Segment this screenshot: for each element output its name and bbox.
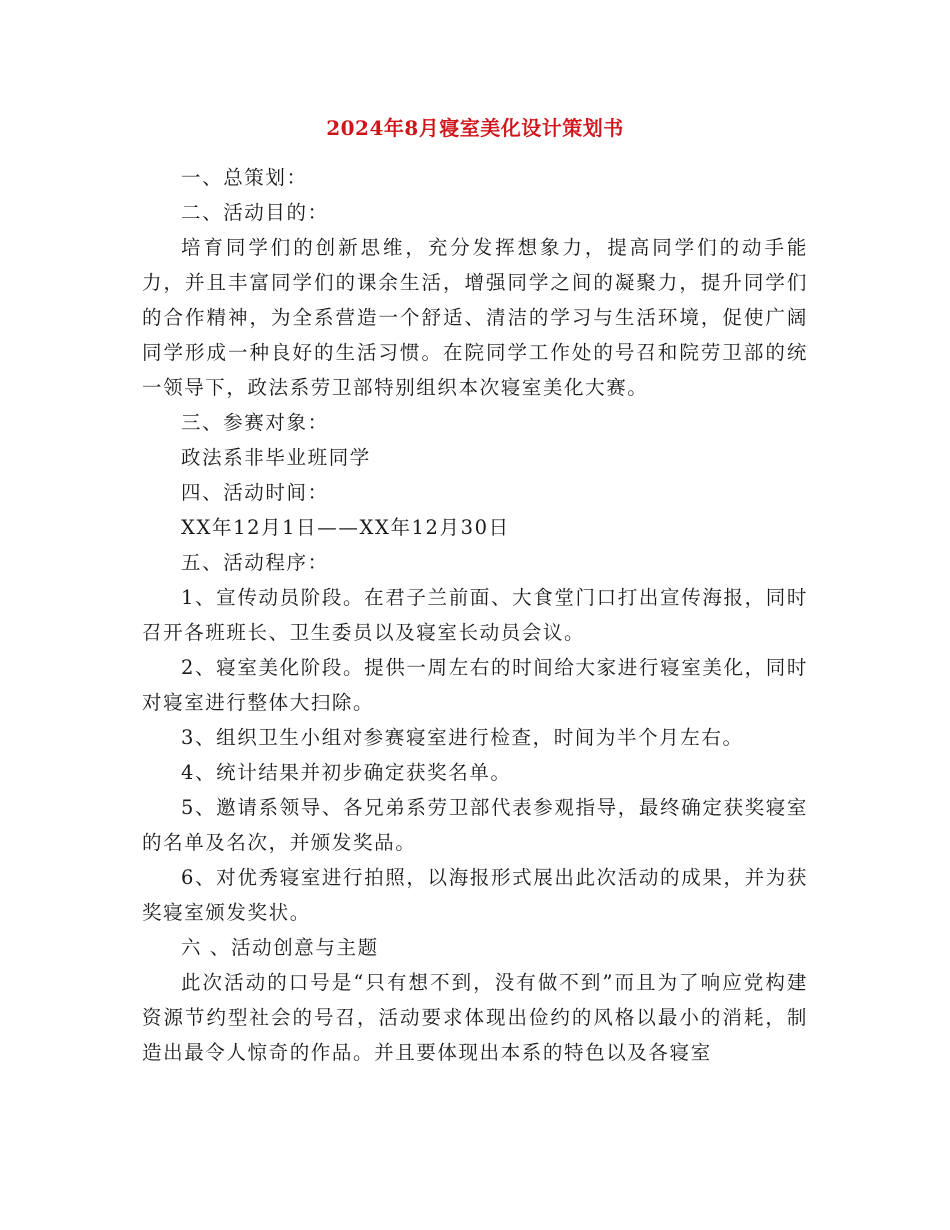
paragraph-time: XX年12月1日——XX年12月30日 [181,516,510,539]
paragraph-theme: 此次活动的口号是“只有想不到，没有做不到”而且为了响应党构建资源节约型社会的号召，活动要求体现出俭约的风格以最小的消耗，制造出最令人惊奇的作品。并且要体现出本系的特色以及各寝室 [142,971,808,1064]
section-heading-theme: 六 、活动创意与主题 [181,936,379,959]
section-heading-overall-plan: 一、总策划： [181,166,308,189]
paragraph-purpose: 培育同学们的创新思维，充分发挥想象力，提高同学们的动手能力，并且丰富同学们的课余生活，增强同学之间的凝聚力，提升同学们的合作精神，为全系营造一个舒适、清洁的学习与生活环境，促使广阔同学形成一种良好的生活习惯。在院同学工作处的号召和院劳卫部的统一领导下，政法系劳卫部特别组织本次寝室美化大赛。 [142,236,808,399]
section-heading-procedure: 五、活动程序： [181,551,329,574]
procedure-step-1: 1、宣传动员阶段。在君子兰前面、大食堂门口打出宣传海报，同时召开各班班长、卫生委员以及寝室长动员会议。 [142,586,808,644]
procedure-step-2: 2、寝室美化阶段。提供一周左右的时间给大家进行寝室美化，同时对寝室进行整体大扫除。 [142,656,808,714]
document-title: 2024年8月寝室美化设计策划书 [326,116,624,140]
paragraph-participants: 政法系非毕业班同学 [181,446,371,469]
procedure-step-5: 5、邀请系领导、各兄弟系劳卫部代表参观指导，最终确定获奖寝室的名单及名次，并颁发奖品。 [142,796,808,854]
procedure-step-3: 3、组织卫生小组对参赛寝室进行检查，时间为半个月左右。 [181,726,744,749]
procedure-step-6: 6、对优秀寝室进行拍照，以海报形式展出此次活动的成果，并为获奖寝室颁发奖状。 [142,866,808,924]
section-heading-participants: 三、参赛对象： [181,411,329,434]
section-heading-purpose: 二、活动目的： [181,201,329,224]
section-heading-time: 四、活动时间： [181,481,329,504]
procedure-step-4: 4、统计结果并初步确定获奖名单。 [181,761,512,784]
document-body [142,160,808,1070]
